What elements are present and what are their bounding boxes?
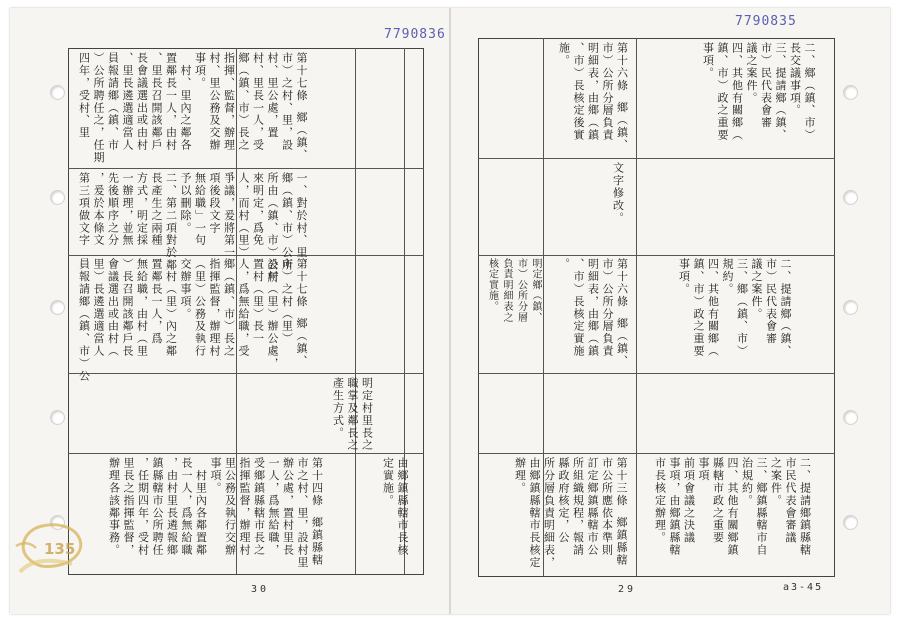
row-divider	[478, 453, 835, 454]
left-page-serial: 7790836	[384, 27, 446, 42]
left-implementation-text: 由鄉鎮縣轄市長核 定實施。	[381, 457, 409, 557]
row-divider	[68, 453, 424, 454]
row-divider	[68, 373, 424, 374]
right-items-revised-text: 二、提請鄉（鎮、 市）民代表會審 議之案件。 三、鄉（鎮、市） 規約。 四、其他有關鄉（ 鎮、市）政之重要 事項。	[677, 258, 792, 358]
row-divider	[478, 373, 835, 374]
binder-hole	[50, 190, 65, 205]
left-article-17-revised-text: 第十七條 鄉（鎮、 市）之村（里） 設村（里）辦公處， 置村（里）長一 人，爲無給職，受 鄉（鎮、市）長之 指揮監督，辦理村 （里）公務及執行 交辦事項。 村（里）內之鄰 置鄰長一人，爲 無給職，由村（里 ）長召開該鄰戶長 會議選出或由村（ 里）長遴選適當人 員報請鄉（鎮、市）公	[77, 258, 308, 382]
binder-hole	[843, 190, 858, 205]
right-page-serial: 7790835	[735, 14, 797, 29]
row-divider	[68, 168, 424, 169]
row-divider	[478, 158, 835, 159]
left-article-14-text: 第十四條 鄉鎮縣轄 市之村、里，設村里 辦公處，置村里長 一人，爲無給職， 受鄉鎮縣轄市長之 指揮監督，辦理村 里公務及執行交辦 事項。 村里內各鄰置鄰 長一人，爲無給職 ，由村里長遴報鄉 鎮縣轄市公所聘任 ，任期四年，受村 里長之指揮監督， 辦理各該鄰事務。	[107, 457, 324, 569]
right-items-original-text: 二、提請鄉鎮縣轄 市民代表會審議 之案件。 三、鄉鎮縣轄市自 治規約。 四、其他有關鄉鎮 縣轄市政之重要 事項 前項會議之決議 事項，由鄉鎮縣轄 市長核定辦理。	[653, 457, 812, 557]
col-divider	[636, 38, 637, 576]
binder-hole	[843, 300, 858, 315]
right-footer-code: a3-45	[783, 582, 824, 593]
logo-text: 135	[44, 540, 76, 558]
binder-hole	[50, 300, 65, 315]
right-items-list-text: 二、鄉（鎮、市） 長交議事項。 三、提請鄉（鎮、 市）民代表會審 議之案件。 四、其他有關鄉（ 鎮、市）政之重要 事項。	[701, 42, 816, 142]
right-article-16-revised-text: 第十六條 鄉（鎮、 市）公所分層負責 明細表，由鄉（鎮 、市）長核定實施 。	[557, 258, 629, 367]
left-note-text: 明定村里長之 職掌及鄰長之 產生方式。	[331, 377, 374, 452]
binder-hole	[50, 410, 65, 425]
binder-hole	[843, 410, 858, 425]
binder-hole	[843, 85, 858, 100]
left-article-17-text: 第十七條 鄉（鎮、 市）之村、里，設 村、里公處，置 村、里長一人，受 鄉（鎮、市）長之 指揮、監督，辦理 村、里公務及交辦 事項。 村、里內之鄰各 置鄰長一人，由村 、里長召開該鄰戶 長會議選出或由村 、里長遴選適當人 員報請鄉（鎮、市 ）公所聘任之，任期 四年，受村、里	[77, 52, 308, 164]
right-text-revision-note: 文字修改。	[611, 162, 625, 224]
left-page-number: 30	[251, 584, 270, 595]
col-divider	[355, 48, 356, 574]
left-explanation-text: 一、對於村、里、 鄉（鎮、市）公所 所由（鎮、市）公所 來明定，爲免 人，而村（里） 爭議，爰將第一 項後段文字 無給職」一句 予以刪除。 二、第二項對於鄰 長產生之兩種 方式，明定採 一辦理，並無 先後順序之分 ，爰於本條文 第三項做文字	[77, 172, 308, 284]
right-article-13-text: 第十三條 鄉鎮縣轄 市公所應依本準則 訂定鄉鎮縣轄市公 所組織規程，報請 縣政府核定，公 所分層負責明細表， 由鄉鎮縣轄市長核定 辦理。	[513, 457, 628, 569]
binder-hole	[50, 85, 65, 100]
right-article-16-text: 第十六條 鄉（鎮、 市）公所分層負責 明細表，由鄉（鎮 、市）長核定後實 施。	[557, 42, 629, 151]
page-fold	[449, 8, 451, 614]
binder-hole	[843, 515, 858, 530]
right-approval-note: 明定鄉（鎮、 市）公所分層 負責明細表之 核定實施。	[486, 258, 541, 323]
right-page-number: 29	[618, 584, 637, 595]
row-divider	[478, 255, 835, 256]
archive-seal-icon	[10, 518, 104, 580]
